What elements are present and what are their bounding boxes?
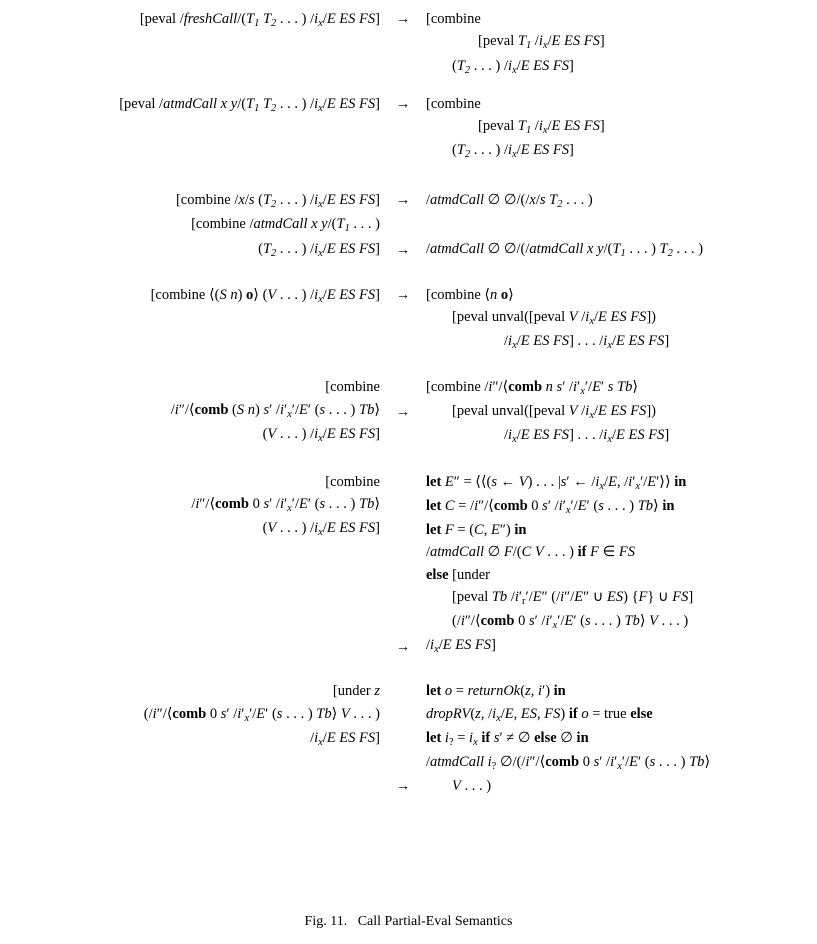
lhs-line: [under z: [332, 683, 380, 700]
rule-arrow: →: [395, 286, 411, 303]
rhs-line: [peval Tb $/i'_r'/E''$ (/i″/E″ ∪ ES) {F} ∪ FS]: [452, 589, 694, 608]
rule-combine-comb-zero: [0, 471, 817, 659]
rule-lhs: [0, 213, 380, 261]
rhs-line: else [under: [426, 566, 491, 583]
rhs-line: [peval $T_1$ $/i_x/E$ ES FS]: [478, 33, 605, 52]
rhs-line: dropRV(z, $/i_x/E$, ES, FS) if o = true else: [426, 705, 653, 724]
rule-combine-var: [0, 189, 817, 213]
spacer: [0, 354, 817, 376]
lhs-line: [combine /x/s ($T_2$ . . . ) $/i_x/E$ ES FS]: [175, 192, 380, 211]
lhs-line: [combine: [325, 473, 380, 490]
rule-arrow: →: [395, 11, 411, 27]
rule-arrow: →: [395, 242, 411, 259]
rule-arrow: →: [395, 638, 411, 655]
lhs-line: (/i″/⟨comb 0 s′ $/i'_x'/E'$ (s . . . ) Tb⟩ V . . . ): [143, 705, 380, 724]
rhs-line: $/i_x/E$ ES FS] . . . $/i_x/E$ ES FS]: [504, 333, 670, 352]
rhs-line: let E″ = ⟨⟨(s ← V) . . . |s′ ← $/i_x/E$, $/i'_x'/E'⟩⟩$ in: [426, 473, 687, 492]
rhs-line: let C = /i″/⟨comb 0 s′ $/i'_x'/E'$ (s . . . ) Tb⟩ in: [426, 497, 675, 516]
rule-combine-comb-sn: [0, 376, 817, 448]
rhs-line: /atmdCall $i_?$ ∅/(/i″/⟨comb 0 s′ $/i'_x'/E'$ (s . . . ) Tb⟩: [426, 754, 711, 772]
rule-rhs: [426, 8, 811, 79]
rhs-line: [peval unval([peval V $/i_x/E$ ES FS]): [452, 309, 656, 327]
rule-freshcall: [0, 8, 817, 79]
rhs-line: /atmdCall ∅ ∅/(/atmdCall x $y/(T_1$ . . . ) $T_2$ . . . ): [426, 240, 704, 259]
rhs-line: [combine ⟨n o⟩: [426, 286, 514, 303]
rule-combine-atmdcall: [0, 213, 817, 261]
rhs-line: [peval unval([peval V $/i_x/E$ ES FS]): [452, 403, 656, 422]
lhs-line: [peval $/freshCall/(T_1$ $T_2$ . . . ) $/i_x/E$ ES FS]: [139, 11, 380, 29]
rule-rhs: [426, 189, 811, 213]
spacer: [0, 658, 817, 680]
rhs-line: let F = (C, E″) in: [426, 521, 527, 538]
spacer: [0, 262, 817, 284]
rule-rhs: [426, 93, 811, 164]
rule-lhs: [0, 93, 380, 117]
rule-lhs: [0, 8, 380, 32]
rule-rhs: [426, 238, 811, 262]
rhs-line: (/i″/⟨comb 0 s′ $/i'_x'/E'$ (s . . . ) Tb⟩ V . . . ): [452, 613, 689, 632]
rhs-line: $/i_x/E$ ES FS] . . . $/i_x/E$ ES FS]: [504, 427, 670, 446]
lhs-line: [combine ⟨(S n) o⟩ (V . . . ) $/i_x/E$ ES FS]: [150, 286, 380, 305]
rule-rhs: [426, 471, 811, 659]
rule-lhs: [0, 189, 380, 213]
rule-arrow: →: [395, 95, 411, 112]
rule-arrow: →: [395, 404, 411, 421]
spacer: [0, 79, 817, 93]
rhs-line: [combine: [426, 95, 481, 112]
rhs-line: ($T_2$ . . . ) $/i_x/E$ ES FS]: [452, 142, 574, 161]
rule-arrow: →: [395, 778, 411, 795]
rhs-line: let o = returnOk(z, i′) in: [426, 683, 566, 700]
rhs-line: [combine /i″/⟨comb n s′ $/i'_x'/E'$ s Tb⟩: [426, 379, 638, 398]
rule-lhs: [0, 680, 380, 751]
lhs-line: ($T_2$ . . . ) $/i_x/E$ ES FS]: [258, 240, 380, 259]
lhs-line: (V . . . ) $/i_x/E$ ES FS]: [262, 520, 380, 539]
rhs-line: $/i_x/E$ ES FS]: [426, 637, 496, 656]
rhs-line: /atmdCall ∅ F/(C V . . . ) if F ∈ FS: [426, 544, 635, 561]
figure-title: Call Partial-Eval Semantics: [357, 914, 513, 929]
lhs-line: $/i_x/E$ ES FS]: [310, 729, 380, 748]
rule-atmdcall: [0, 93, 817, 164]
rule-lhs: [0, 376, 380, 447]
lhs-line: (V . . . ) $/i_x/E$ ES FS]: [262, 425, 380, 444]
lhs-line: /i″/⟨comb (S n) s′ $/i'_x'/E'$ (s . . . ) Tb⟩: [170, 401, 380, 420]
lhs-line: [combine /atmdCall x $y/(T_1$ . . . ): [191, 216, 380, 235]
rule-rhs: [426, 680, 811, 797]
lhs-line: [peval /atmdCall x $y/(T_1$ $T_2$ . . . ) $/i_x/E$ ES FS]: [119, 95, 380, 114]
rule-lhs: [0, 284, 380, 308]
rhs-line: ($T_2$ . . . ) $/i_x/E$ ES FS]: [452, 57, 574, 76]
rule-rhs: [426, 284, 811, 355]
rhs-line: /atmdCall ∅ ∅/(/x/s $T_2$ . . . ): [426, 192, 593, 211]
figure-number: Fig. 11.: [304, 914, 348, 929]
rule-under: [0, 680, 817, 797]
rule-rhs: [426, 376, 811, 448]
rhs-line: [peval $T_1$ $/i_x/E$ ES FS]: [478, 118, 605, 137]
spacer: [0, 449, 817, 471]
rules-list: [0, 8, 817, 798]
lhs-line: [combine: [325, 379, 380, 396]
rhs-line: V . . . ): [452, 778, 492, 795]
figure-caption: [0, 914, 817, 930]
rule-lhs: [0, 471, 380, 542]
lhs-line: /i″/⟨comb 0 s′ $/i'_x'/E'$ (s . . . ) Tb⟩: [191, 496, 380, 514]
spacer: [0, 163, 817, 189]
rhs-line: let $i_? = i_x$ if s′ ≠ ∅ else ∅ in: [426, 729, 589, 748]
rule-arrow: →: [395, 192, 411, 209]
rhs-line: [combine: [426, 11, 481, 27]
rule-combine-sn: [0, 284, 817, 355]
